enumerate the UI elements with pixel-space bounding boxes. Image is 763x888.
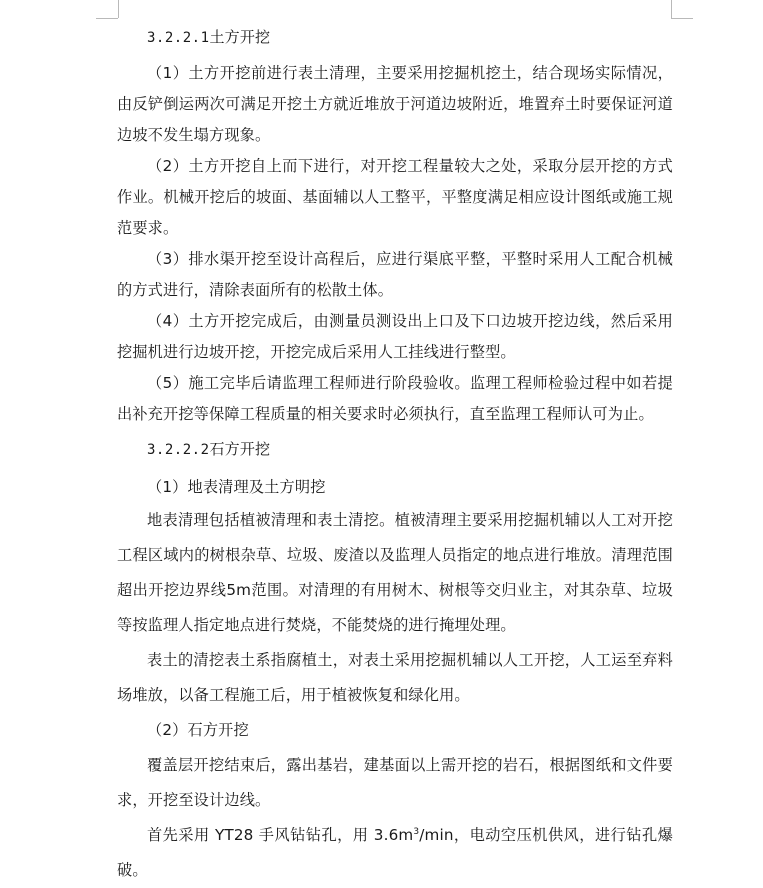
paragraph: 表土的清挖表土系指腐植土，对表土采用挖掘机辅以人工开挖，人工运至弃料场堆放，以备工程施工后，用于植被恢复和绿化用。 [117, 651, 673, 704]
crop-mark-right-vertical [671, 0, 672, 18]
section-number: 3.2.2.2 [147, 442, 210, 458]
paragraph: 地表清理包括植被清理和表土清挖。植被清理主要采用挖掘机辅以人工对开挖工程区域内的树根杂草、垃圾、废渣以及监理人员指定的地点进行堆放。清理范围超出开挖边界线5m范围。对清理的有用树木、树根等交归业主，对其杂草、垃圾等按监理人指定地点进行焚烧，不能焚烧的进行掩埋处理。 [117, 511, 673, 634]
paragraph: 覆盖层开挖结束后，露出基岩，建基面以上需开挖的岩石，根据图纸和文件要求，开挖至设计边线。 [117, 756, 673, 809]
paragraph-last-line [117, 818, 673, 888]
paragraph: （3）排水渠开挖至设计高程后，应进行渠底平整，平整时采用人工配合机械的方式进行，清除表面所有的松散土体。 [117, 250, 673, 299]
paragraph: （1）土方开挖前进行表土清理，主要采用挖掘机挖土，结合现场实际情况，由反铲倒运两次可满足开挖土方就近堆放于河道边坡附近，堆置弃土时要保证河道边坡不发生塌方现象。 [117, 64, 673, 144]
section-heading-rockwork [117, 434, 673, 466]
paragraph: （2）土方开挖自上而下进行，对开挖工程量较大之处，采取分层开挖的方式作业。机械开挖后的坡面、基面辅以人工整平，平整度满足相应设计图纸或施工规范要求。 [117, 157, 673, 237]
section-heading-earthwork [117, 22, 673, 54]
section-title: 土方开挖 [209, 28, 271, 46]
document-body [117, 22, 673, 888]
superscript: 3 [413, 826, 420, 837]
section-title: 石方开挖 [209, 440, 271, 458]
crop-mark-left-vertical [118, 0, 119, 18]
crop-mark-right-horizontal [671, 18, 693, 19]
text-run: /min，电动空压机供风，进行钻孔爆破。 [117, 826, 673, 879]
crop-mark-left-horizontal [96, 18, 118, 19]
section-number: 3.2.2.1 [147, 30, 210, 46]
subheading: （2）石方开挖 [147, 721, 249, 739]
text-run: 首先采用 YT28 手风钻钻孔，用 3.6m [147, 826, 414, 844]
paragraph: （4）土方开挖完成后，由测量员测设出上口及下口边坡开挖边线，然后采用挖掘机进行边坡开挖，开挖完成后采用人工挂线进行整型。 [117, 312, 673, 361]
wide-spaced-block [117, 503, 673, 888]
subheading: （1）地表清理及土方明挖 [147, 478, 326, 496]
paragraph: （5）施工完毕后请监理工程师进行阶段验收。监理工程师检验过程中如若提出补充开挖等保障工程质量的相关要求时必须执行，直至监理工程师认可为止。 [117, 374, 673, 423]
